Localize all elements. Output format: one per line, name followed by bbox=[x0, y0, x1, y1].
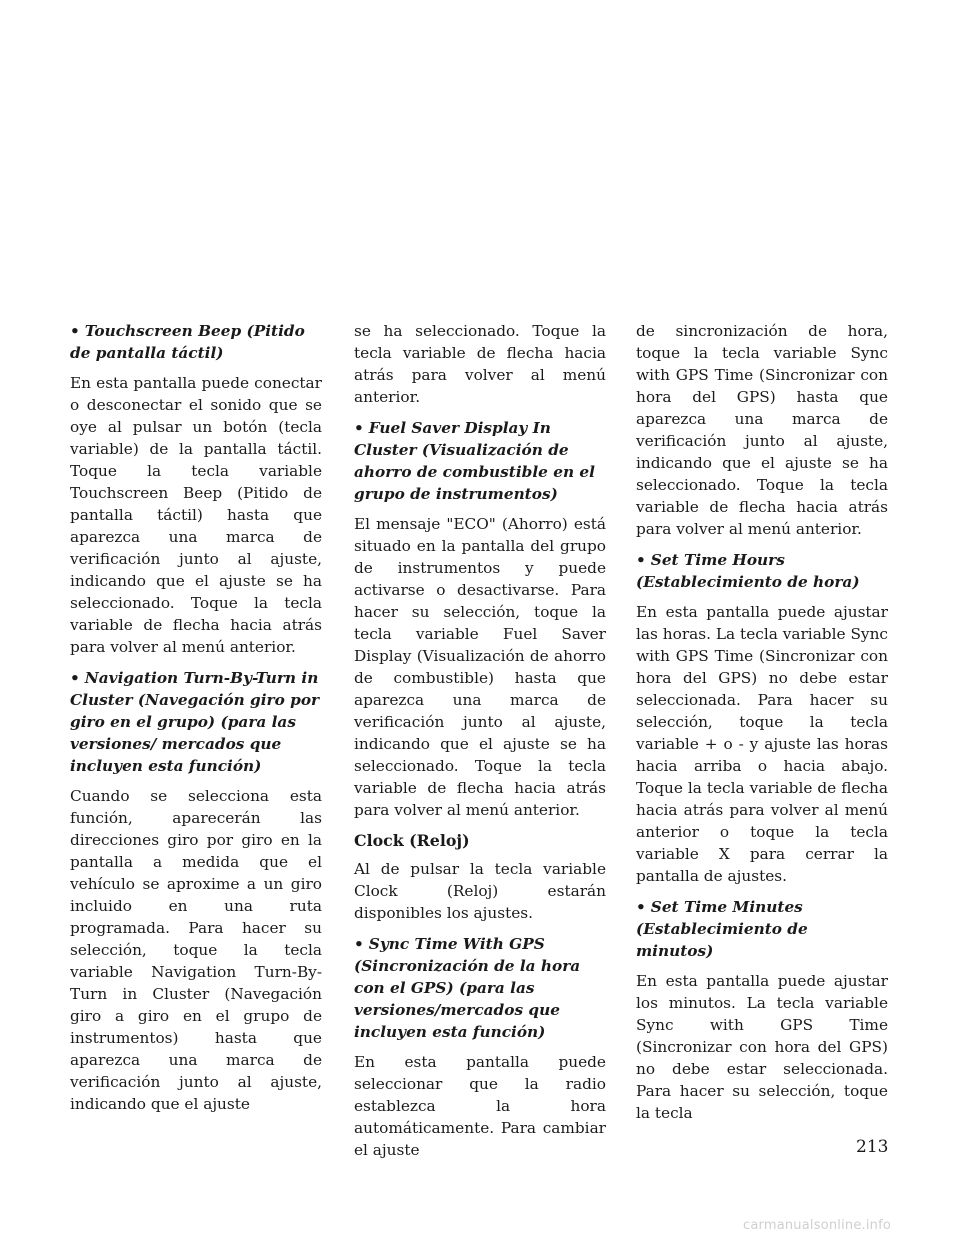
text-column-left bbox=[70, 320, 322, 1124]
paragraph: Al de pulsar la tecla variable Clock (Reloj) estarán disponibles los ajustes. bbox=[354, 860, 606, 922]
section-heading bbox=[70, 667, 322, 777]
section-heading bbox=[354, 417, 606, 505]
paragraph: En esta pantalla puede ajustar los minutos. La tecla variable Sync with GPS Time (Sincronizar con hora del GPS) no debe estar seleccionada. Para hacer su selección, toque la tecla bbox=[636, 972, 888, 1122]
paragraph: El mensaje "ECO" (Ahorro) está situado en la pantalla del grupo de instrumentos y puede activarse o desactivarse. Para hacer su selección, toque la tecla variable Fuel Saver Display (Visualización de ahorro de combustible) hasta que aparezca una marca de verificación junto al ajuste, indicando que el ajuste se ha seleccionado. Toque la tecla variable de flecha hacia atrás para volver al menú anterior. bbox=[354, 515, 606, 819]
paragraph: En esta pantalla puede ajustar las horas. La tecla variable Sync with GPS Time (Sincronizar con hora del GPS) no debe estar seleccionada. Para hacer su selección, toque la tecla variable + o - y ajuste las horas hacia arriba o hacia abajo. Toque la tecla variable de flecha hacia atrás para volver al menú anterior o toque la tecla variable X para cerrar la pantalla de ajustes. bbox=[636, 603, 888, 885]
bullet-icon: • bbox=[354, 935, 364, 953]
subsection-title: Clock (Reloj) bbox=[354, 831, 470, 850]
page-number: 213 bbox=[856, 1137, 889, 1157]
heading-text: Set Time Minutes (Establecimiento de minutos) bbox=[636, 898, 808, 960]
section-heading bbox=[354, 933, 606, 1043]
text-column-right bbox=[636, 320, 888, 1133]
heading-text: Navigation Turn-By-Turn in Cluster (Navegación giro por giro en el grupo) (para las versiones/ mercados que incluyen esta función) bbox=[70, 669, 320, 775]
bullet-icon: • bbox=[636, 898, 646, 916]
heading-text: Fuel Saver Display In Cluster (Visualización de ahorro de combustible en el grupo de instrumentos) bbox=[354, 419, 595, 503]
section-heading bbox=[636, 549, 888, 593]
heading-text: Set Time Hours (Establecimiento de hora) bbox=[636, 551, 860, 591]
watermark: carmanualsonline.info bbox=[743, 1218, 892, 1233]
paragraph: En esta pantalla puede seleccionar que la radio establezca la hora automáticamente. Para cambiar el ajuste bbox=[354, 1053, 606, 1159]
paragraph: de sincronización de hora, toque la tecla variable Sync with GPS Time (Sincronizar con hora del GPS) hasta que aparezca una marca de verificación junto al ajuste, indicando que el ajuste se ha seleccionado. Toque la tecla variable de flecha hacia atrás para volver al menú anterior. bbox=[636, 322, 888, 538]
paragraph: En esta pantalla puede conectar o desconectar el sonido que se oye al pulsar un botón (tecla variable) de la pantalla táctil. Toque la tecla variable Touchscreen Beep (Pitido de pantalla táctil) hasta que aparezca una marca de verificación junto al ajuste, indicando que el ajuste se ha seleccionado. Toque la tecla variable de flecha hacia atrás para volver al menú anterior. bbox=[70, 374, 322, 656]
text-column-middle bbox=[354, 320, 606, 1170]
bullet-icon: • bbox=[70, 322, 80, 340]
heading-text: Sync Time With GPS (Sincronización de la hora con el GPS) (para las versiones/mercados que incluyen esta función) bbox=[354, 935, 581, 1041]
bullet-icon: • bbox=[70, 669, 80, 687]
section-heading bbox=[636, 896, 888, 962]
section-heading bbox=[70, 320, 322, 364]
paragraph: Cuando se selecciona esta función, aparecerán las direcciones giro por giro en la pantalla a medida que el vehículo se aproxime a un giro incluido en una ruta programada. Para hacer su selección, toque la tecla variable Navigation Turn-By-Turn in Cluster (Navegación giro a giro en el grupo de instrumentos) hasta que aparezca una marca de verificación junto al ajuste, indicando que el ajuste bbox=[70, 787, 322, 1113]
heading-text: Touchscreen Beep (Pitido de pantalla táctil) bbox=[70, 322, 305, 362]
paragraph: se ha seleccionado. Toque la tecla variable de flecha hacia atrás para volver al menú anterior. bbox=[354, 322, 606, 406]
bullet-icon: • bbox=[354, 419, 364, 437]
bullet-icon: • bbox=[636, 551, 646, 569]
